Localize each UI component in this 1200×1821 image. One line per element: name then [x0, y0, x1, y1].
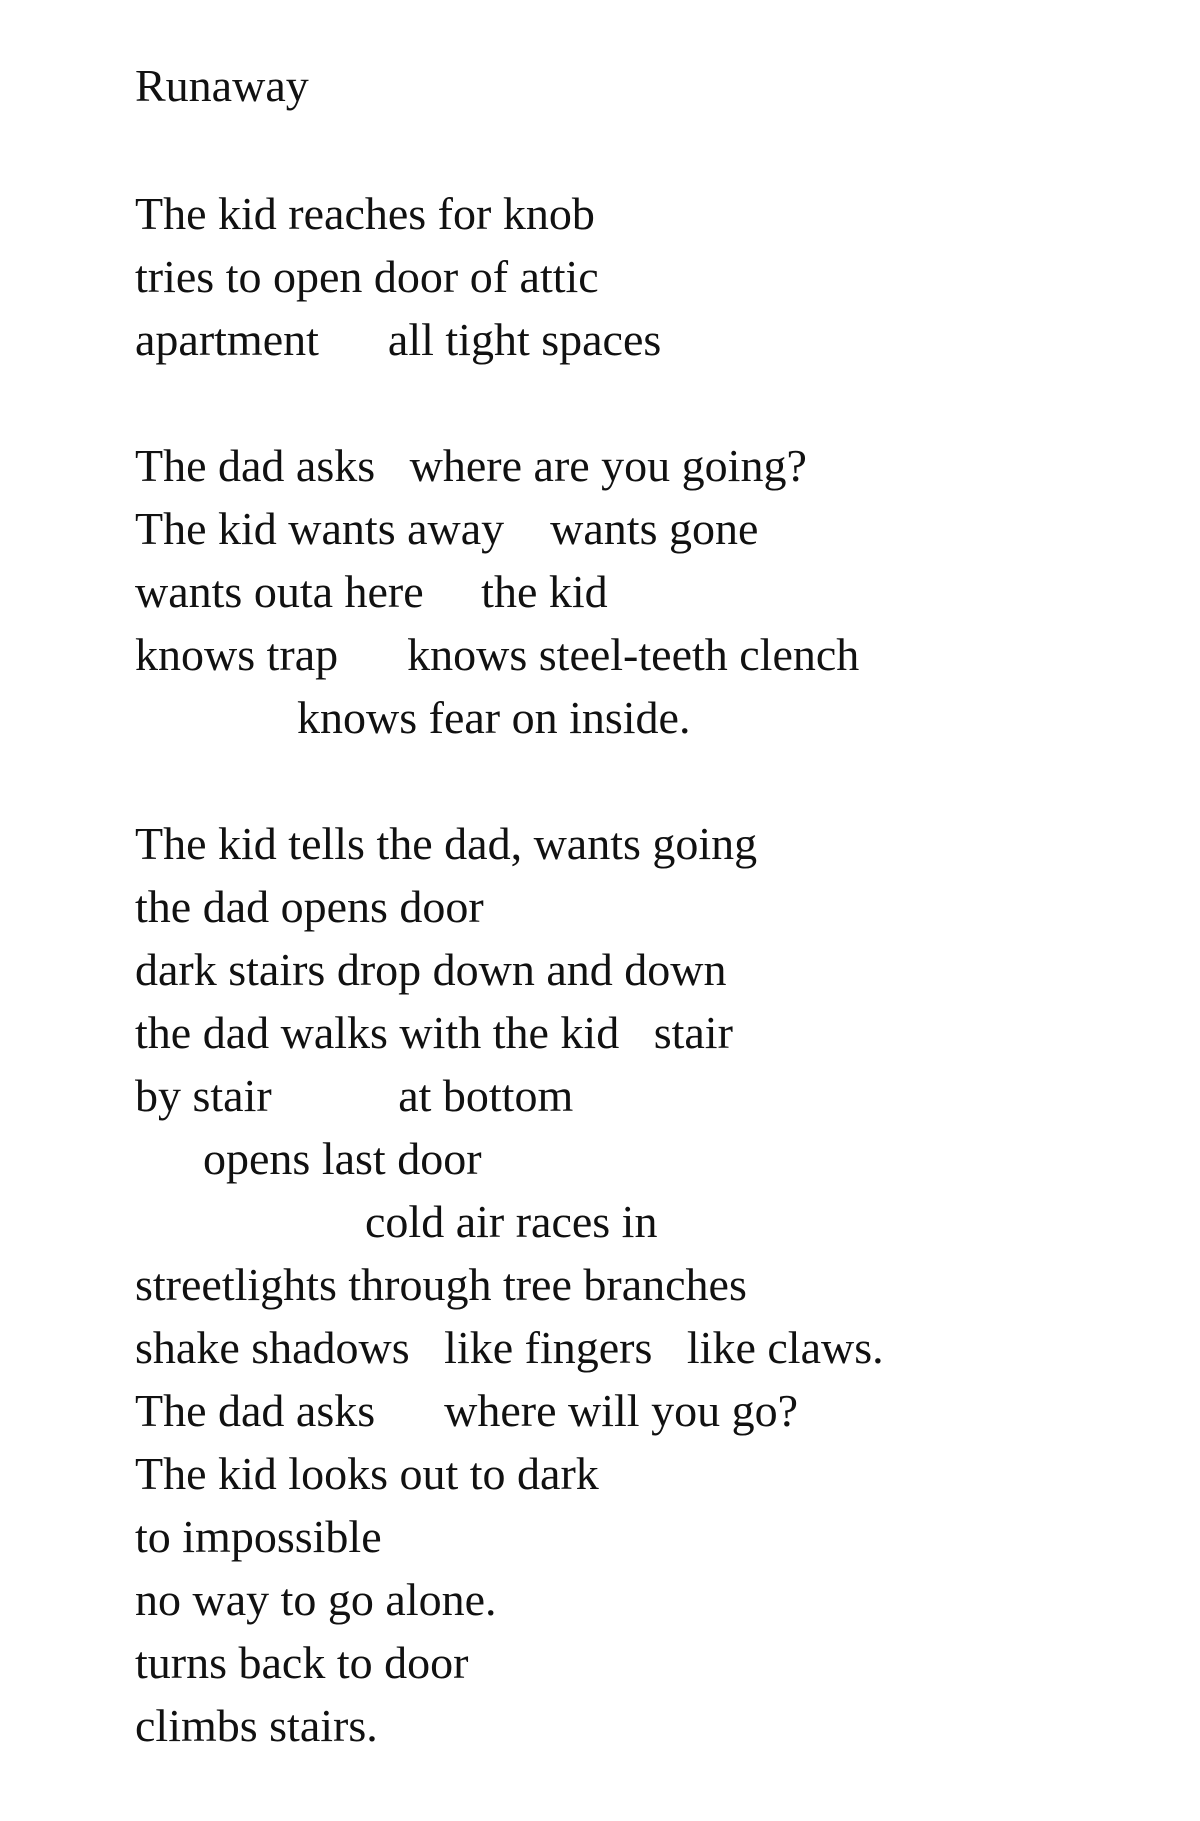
poem-line: apartment all tight spaces	[135, 314, 662, 365]
poem-line: The dad asks where will you go?	[135, 1385, 799, 1436]
poem-line: The kid wants away wants gone	[135, 503, 759, 554]
poem-line: to impossible	[135, 1511, 382, 1562]
poem-line: The dad asks where are you going?	[135, 440, 807, 491]
stanza-1	[135, 182, 1135, 371]
poem-line: cold air races in	[365, 1196, 658, 1247]
poem-body	[135, 182, 1135, 1820]
poem-line: tries to open door of attic	[135, 251, 599, 302]
poem-line: streetlights through tree branches	[135, 1259, 747, 1310]
poem-line: climbs stairs.	[135, 1700, 378, 1751]
poem-line: The kid looks out to dark	[135, 1448, 599, 1499]
stanza-2	[135, 434, 1135, 749]
poem-line: The kid reaches for knob	[135, 188, 595, 239]
poem-line: The kid tells the dad, wants going	[135, 818, 758, 869]
poem-line: dark stairs drop down and down	[135, 944, 727, 995]
poem-line: knows fear on inside.	[297, 692, 691, 743]
poem-line: shake shadows like fingers like claws.	[135, 1322, 884, 1373]
poem-line: no way to go alone.	[135, 1574, 497, 1625]
poem-line: the dad walks with the kid stair	[135, 1007, 733, 1058]
poem-line: knows trap knows steel-teeth clench	[135, 629, 860, 680]
poem-line: the dad opens door	[135, 881, 484, 932]
poem-line: by stair at bottom	[135, 1070, 574, 1121]
poem-title: Runaway	[135, 60, 309, 111]
poem-line: opens last door	[203, 1133, 482, 1184]
poem-line: wants outa here the kid	[135, 566, 608, 617]
poem-line: turns back to door	[135, 1637, 469, 1688]
stanza-3	[135, 812, 1135, 1757]
